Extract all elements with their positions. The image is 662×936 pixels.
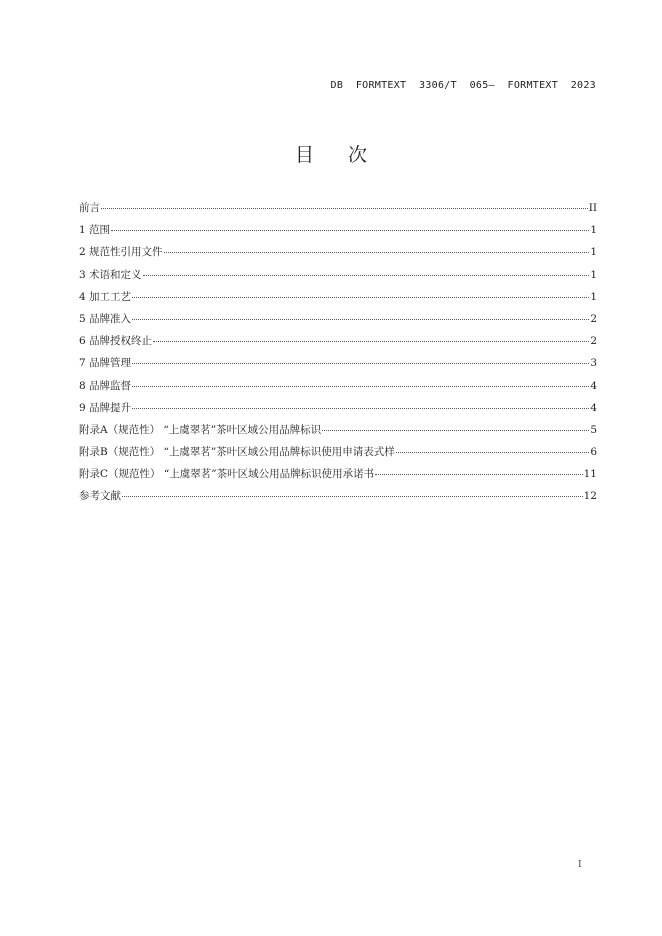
toc-entry-label: 附录B（规范性） “上虞翠茗”茶叶区域公用品牌标识使用申请表式样 xyxy=(79,446,395,459)
toc-entry-brand-promotion[interactable] xyxy=(79,400,597,422)
toc-entry-label: 3 术语和定义 xyxy=(79,268,142,281)
toc-entry-label: 6 品牌授权终止 xyxy=(79,335,153,348)
dot-leader xyxy=(322,430,589,431)
dot-leader xyxy=(143,275,590,276)
toc-entry-page: 11 xyxy=(583,468,597,481)
dot-leader xyxy=(132,408,589,409)
toc-entry-page: 1 xyxy=(590,224,597,237)
toc-entry-page: 1 xyxy=(590,290,597,303)
toc-entry-page: II xyxy=(588,202,597,214)
dot-leader xyxy=(132,386,589,387)
toc-entry-label: 4 加工工艺 xyxy=(79,290,132,303)
toc-entry-foreword[interactable] xyxy=(79,200,597,222)
dot-leader xyxy=(101,208,588,209)
dot-leader xyxy=(396,452,590,453)
toc-entry-page: 12 xyxy=(583,490,597,503)
toc-entry-label: 前言 xyxy=(79,202,100,214)
dot-leader xyxy=(111,230,589,231)
dot-leader xyxy=(132,319,589,320)
toc-entry-processing[interactable] xyxy=(79,289,597,311)
toc-entry-appendix-a[interactable] xyxy=(79,422,597,444)
dot-leader xyxy=(132,363,589,364)
toc-entry-scope[interactable] xyxy=(79,222,597,244)
page-number: I xyxy=(578,860,582,870)
toc-entry-page: 2 xyxy=(590,335,597,348)
toc-entry-label: 9 品牌提升 xyxy=(79,401,132,414)
toc-entry-page: 3 xyxy=(590,357,597,370)
toc-entry-label: 2 规范性引用文件 xyxy=(79,246,163,259)
toc-entry-label: 8 品牌监督 xyxy=(79,379,132,392)
toc-entry-appendix-b[interactable] xyxy=(79,444,597,466)
toc-entry-page: 6 xyxy=(590,446,597,459)
toc-entry-normative-references[interactable] xyxy=(79,244,597,266)
toc-entry-label: 7 品牌管理 xyxy=(79,357,132,370)
toc-entry-page: 1 xyxy=(590,268,597,281)
toc-entry-brand-management[interactable] xyxy=(79,355,597,377)
dot-leader xyxy=(122,496,583,497)
toc-entry-brand-access[interactable] xyxy=(79,311,597,333)
toc-entry-label: 5 品牌准入 xyxy=(79,312,132,325)
page-title: 目次 xyxy=(294,144,401,166)
toc-entry-page: 1 xyxy=(590,246,597,259)
dot-leader xyxy=(153,341,589,342)
toc-entry-terms-definitions[interactable] xyxy=(79,267,597,289)
toc-entry-brand-termination[interactable] xyxy=(79,333,597,355)
toc-entry-appendix-c[interactable] xyxy=(79,466,597,488)
toc-entry-brand-supervision[interactable] xyxy=(79,378,597,400)
toc-entry-bibliography[interactable] xyxy=(79,488,597,510)
toc-entry-label: 1 范围 xyxy=(79,224,111,237)
toc-entry-label: 参考文献 xyxy=(79,490,121,503)
toc-entry-page: 4 xyxy=(590,401,597,414)
document-code-header: DB FORMTEXT 3306/T 065— FORMTEXT 2023 xyxy=(330,80,596,91)
toc-entry-page: 4 xyxy=(590,379,597,392)
toc-entry-label: 附录A（规范性） “上虞翠茗”茶叶区域公用品牌标识 xyxy=(79,423,322,436)
table-of-contents xyxy=(79,200,597,511)
dot-leader xyxy=(132,297,589,298)
toc-entry-label: 附录C（规范性） “上虞翠茗”茶叶区域公用品牌标识使用承诺书 xyxy=(79,468,375,481)
dot-leader xyxy=(375,474,583,475)
toc-entry-page: 2 xyxy=(590,312,597,325)
toc-entry-page: 5 xyxy=(590,423,597,436)
dot-leader xyxy=(164,252,590,253)
